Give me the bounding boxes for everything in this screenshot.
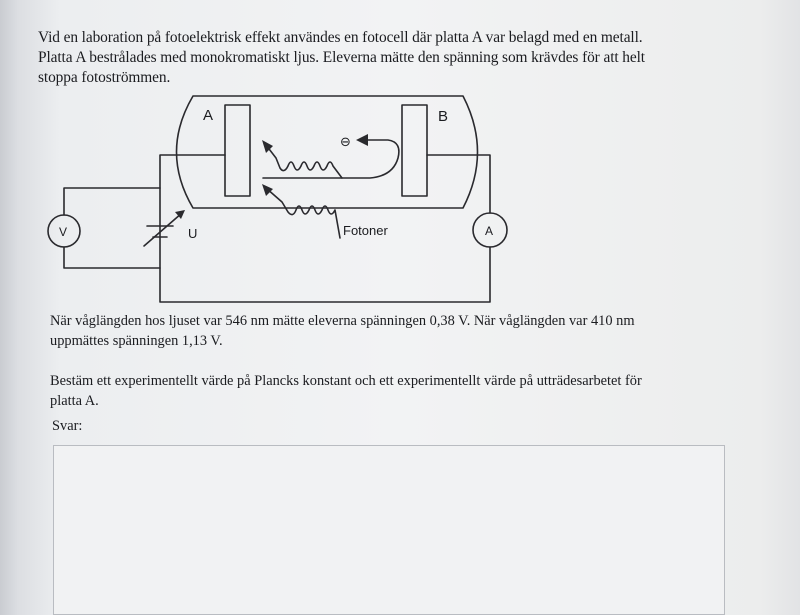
variable-arrow-line bbox=[144, 213, 182, 246]
measurement-line-1: När våglängden hos ljuset var 546 nm mätte eleverna spänningen 0,38 V. När våglängden var 410 nm bbox=[50, 313, 635, 329]
answer-textarea[interactable] bbox=[53, 445, 725, 615]
intro-line-2: Platta A bestrålades med monokromatiskt ljus. Eleverna mätte den spänning som krävdes för att helt bbox=[38, 49, 645, 66]
measurement-paragraph bbox=[50, 311, 740, 351]
wire-voltmeter-bottom bbox=[64, 247, 160, 268]
task-line-1: Bestäm ett experimentellt värde på Plancks konstant och ett experimentellt värde på utträdesarbetet för bbox=[50, 373, 642, 389]
question-intro bbox=[38, 28, 738, 88]
tube-outline bbox=[177, 96, 478, 208]
electron-path bbox=[263, 140, 399, 178]
plate-a-label: A bbox=[203, 107, 214, 124]
photon-wave-upper bbox=[266, 145, 342, 178]
voltmeter-symbol: V bbox=[59, 225, 68, 239]
photons-label: Fotoner bbox=[343, 223, 388, 238]
measurement-line-2: uppmättes spänningen 1,13 V. bbox=[50, 333, 223, 349]
wire-top-left bbox=[160, 155, 490, 302]
answer-label: Svar: bbox=[52, 418, 83, 434]
wire-voltmeter-top bbox=[64, 188, 160, 215]
task-paragraph bbox=[50, 371, 740, 411]
wire-right bbox=[427, 155, 490, 213]
intro-line-3: stoppa fotoströmmen. bbox=[38, 69, 171, 86]
plate-a bbox=[225, 105, 250, 196]
photocell-circuit-diagram bbox=[30, 88, 520, 310]
plate-b bbox=[402, 105, 427, 196]
intro-line-1: Vid en laboration på fotoelektrisk effekt användes en fotocell där platta A var belagd med en metall. bbox=[38, 29, 643, 46]
ammeter-symbol: A bbox=[485, 224, 494, 238]
plate-b-label: B bbox=[438, 108, 449, 125]
electron-symbol: ⊖ bbox=[340, 134, 351, 149]
electron-arrowhead bbox=[356, 134, 368, 146]
photon-wave-lower bbox=[266, 188, 340, 238]
task-line-2: platta A. bbox=[50, 393, 99, 409]
photon-arrowhead-lower bbox=[262, 184, 273, 196]
voltage-label: U bbox=[188, 226, 198, 241]
